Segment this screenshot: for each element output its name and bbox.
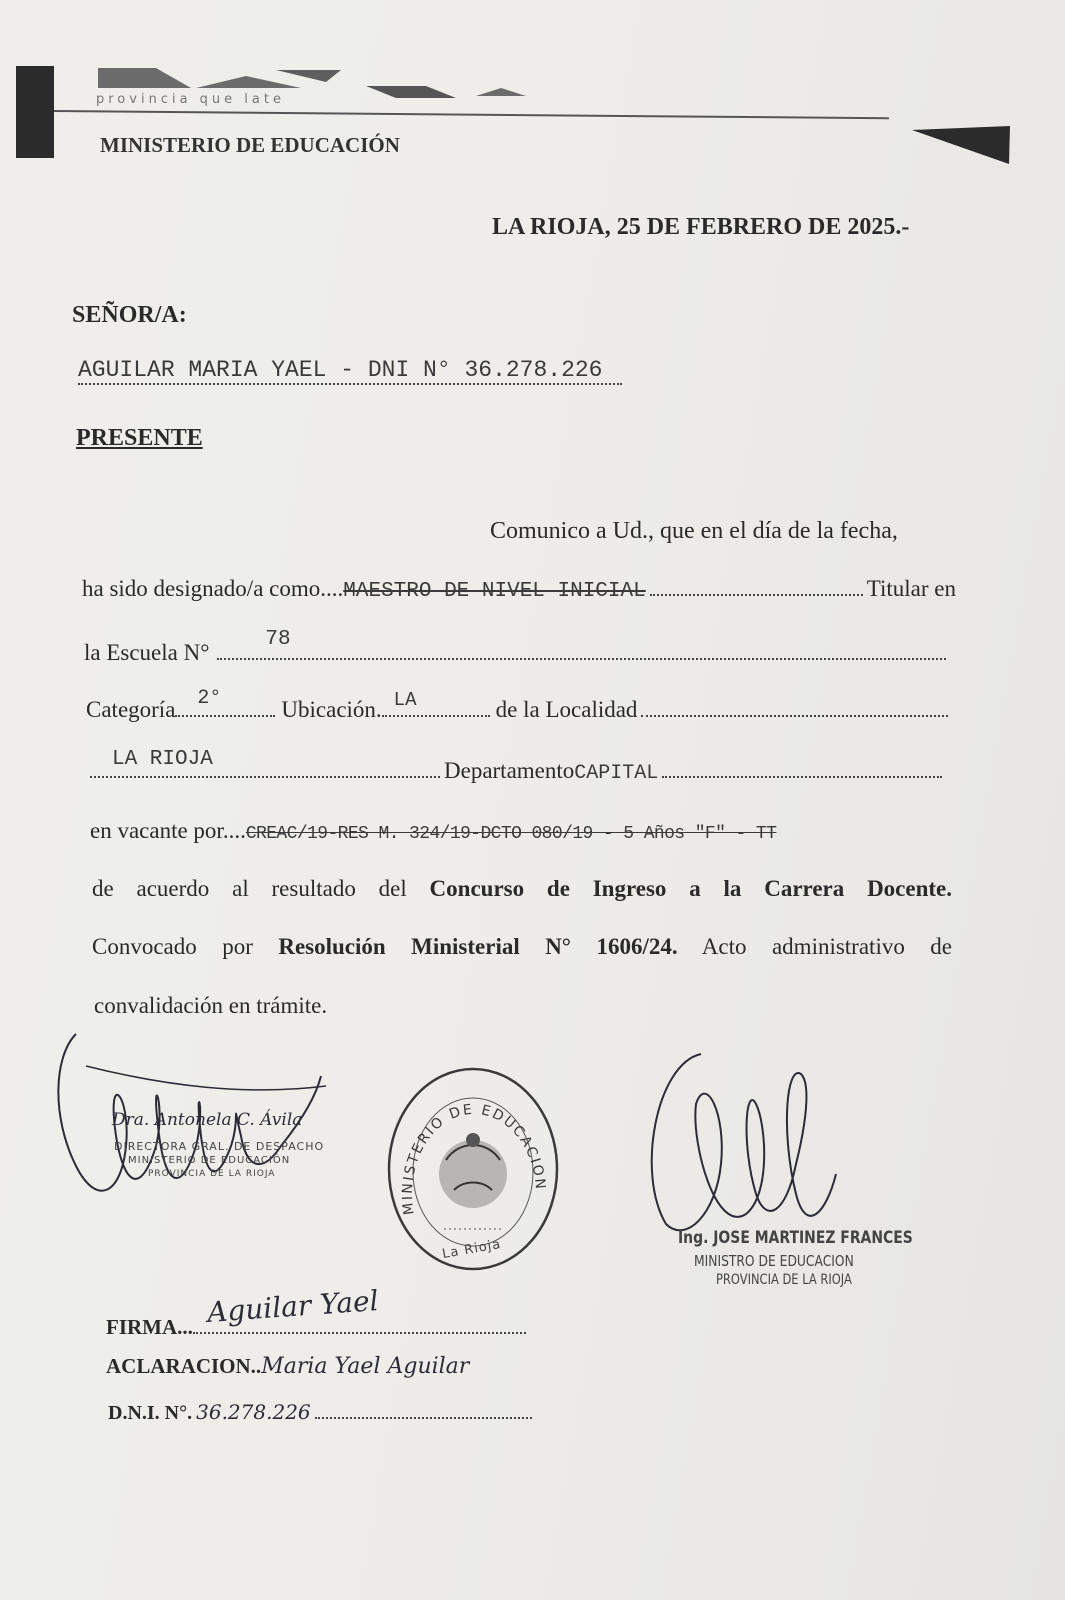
paragraph-line-1 <box>92 876 952 902</box>
departamento-value: CAPITAL <box>574 762 659 785</box>
escuela-value: 78 <box>265 628 291 651</box>
localidad-field <box>90 748 440 778</box>
presente-heading: PRESENTE <box>76 425 203 451</box>
ubicacion-field <box>382 689 490 717</box>
left-signature-line-1: DIRECTORA GRAL. DE DESPACHO <box>114 1140 325 1153</box>
localidad-value: LA RIOJA <box>112 748 213 771</box>
designado-suffix: Titular en <box>866 576 956 601</box>
vacante-label: en vacante por.... <box>90 818 246 843</box>
salutation: SEÑOR/A: <box>72 302 187 328</box>
paragraph-line-3: convalidación en trámite. <box>94 993 328 1018</box>
ubicacion-label: Ubicación. <box>281 697 382 722</box>
seal-bottom-text: La Rioja <box>441 1236 503 1263</box>
dni-line <box>108 1400 532 1425</box>
seal-ring-text: MINISTERIO DE EDUCACION <box>399 1101 549 1216</box>
firma-label: FIRMA... <box>106 1315 193 1339</box>
convocado-prefix: Convocado por <box>92 934 279 959</box>
acto-text: Acto administrativo de <box>677 934 953 959</box>
ministry-title: MINISTERIO DE EDUCACIÓN <box>100 133 400 157</box>
body-intro: Comunico a Ud., que en el día de la fecha, <box>490 518 898 544</box>
ministry-seal <box>384 1064 562 1274</box>
firma-line <box>106 1284 526 1340</box>
escuela-field <box>217 628 946 660</box>
paragraph-line-2 <box>92 934 952 960</box>
aclaracion-value: Maria Yael Aguilar <box>261 1354 470 1379</box>
escuela-line <box>84 628 946 666</box>
departamento-line <box>90 748 942 785</box>
logo-tagline: provincia que late <box>96 92 285 107</box>
ubicacion-value: LA <box>393 689 417 711</box>
cargo-dots <box>650 580 863 596</box>
left-signature-line-2: MINISTERIO DE EDUCACIÓN <box>128 1155 291 1166</box>
aclaracion-label: ACLARACION.. <box>106 1354 262 1378</box>
dni-value: 36.278.226 <box>196 1400 311 1424</box>
resolucion-ref: Resolución Ministerial N° 1606/24. <box>278 934 678 959</box>
left-signature-line-3: PROVINCIA DE LA RIOJA <box>148 1169 276 1179</box>
date-line: LA RIOJA, 25 DE FEBRERO DE 2025.- <box>492 214 910 240</box>
left-signature-name: Dra. Antonela C. Ávila <box>112 1110 303 1130</box>
categoria-value: 2° <box>197 687 222 710</box>
vacante-line <box>90 818 950 844</box>
dni-label: D.N.I. N°. <box>108 1402 193 1424</box>
escuela-label: la Escuela N° <box>84 640 210 665</box>
right-signature-line-3: PROVINCIA DE LA RIOJA <box>716 1272 852 1288</box>
left-dark-tab <box>16 66 54 158</box>
firma-field <box>193 1284 526 1334</box>
categoria-line <box>86 687 948 723</box>
concurso-name: Concurso de Ingreso a la Carrera Docente. <box>429 876 953 901</box>
cargo-value: MAESTRO DE NIVEL INICIAL <box>343 580 646 603</box>
right-signature-scribble <box>636 1044 856 1244</box>
localidad-dots <box>641 697 948 717</box>
vacante-value: CREAC/19-RES M. 324/19-DCTO 080/19 - 5 Años "F" - TT <box>245 824 777 844</box>
localidad-label: de la Localidad <box>495 697 638 722</box>
right-signature-line-2: MINISTRO DE EDUCACION <box>694 1252 854 1270</box>
recipient-name: AGUILAR MARIA YAEL - DNI N° 36.278.226 <box>78 357 622 385</box>
departamento-dots <box>662 758 942 778</box>
right-signature-line-1: Ing. JOSE MARTINEZ FRANCES <box>678 1228 913 1248</box>
right-dark-tab <box>912 126 1012 166</box>
categoria-label: Categoría <box>86 697 176 722</box>
designado-prefix: ha sido designado/a como.... <box>82 576 344 601</box>
concurso-prefix: de acuerdo al resultado del <box>92 876 430 901</box>
departamento-label: Departamento <box>444 758 575 783</box>
aclaracion-line <box>106 1354 538 1379</box>
categoria-field <box>175 687 275 717</box>
designation-line <box>82 576 956 603</box>
dni-dots <box>315 1403 532 1419</box>
firma-value: Aguilar Yael <box>205 1284 380 1329</box>
